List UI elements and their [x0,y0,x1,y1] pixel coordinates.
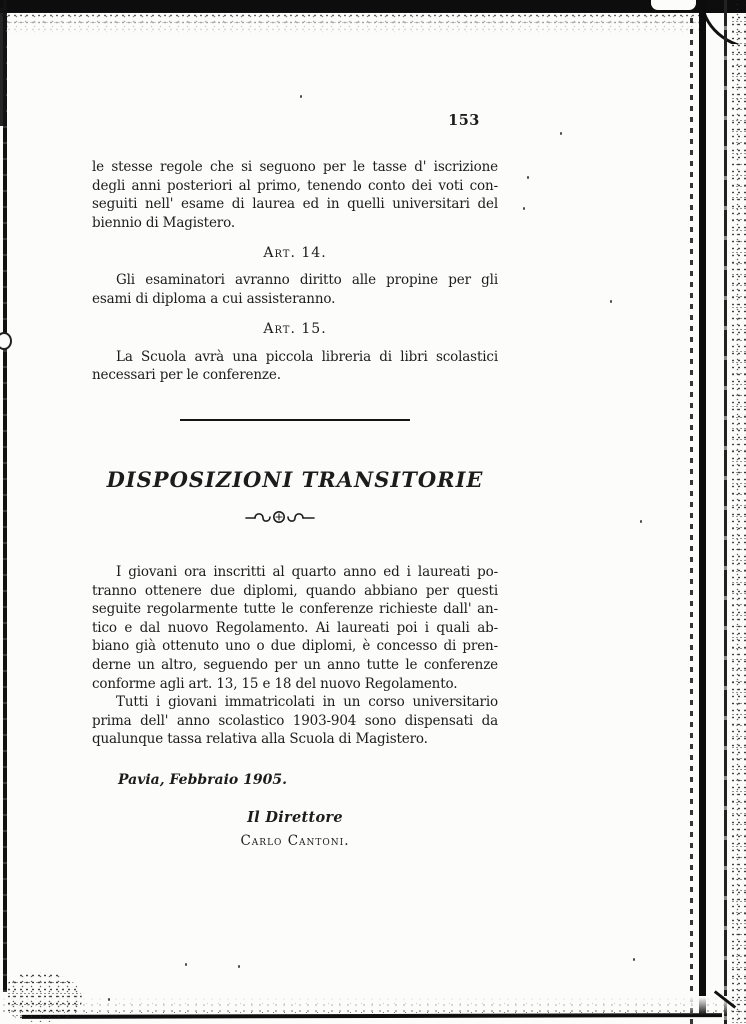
scan-artifact-left-edge-top [0,8,6,126]
text-line: biennio di Magistero. [92,214,235,231]
section-divider [180,419,410,421]
text-line: necessari per le conferenze. [92,367,281,384]
article-heading-14: Art. 14. [263,245,327,262]
scan-artifact-top-gap [651,0,696,10]
paragraph-continuation [92,158,498,232]
text-line: le stesse regole che si seguono per le tasse d' iscrizione [92,159,498,175]
scan-artifact-left-edge-line [3,0,7,992]
text-line: derne un altro, seguendo per un anno tutte le conferenze [92,656,498,673]
text-line: Gli esaminatori avranno diritto alle propine per gli [116,271,498,288]
scan-artifact-bottom-noise [0,996,732,1015]
scan-artifact-diagonal-mark [714,990,736,1008]
signature-name: Carlo Cantoni. [240,833,350,850]
section-title: DISPOSIZIONI TRANSITORIE [106,466,484,492]
paragraph-art15 [92,348,498,385]
scan-artifact-left-notch [0,332,12,350]
scan-artifact-top-noise [0,12,705,36]
text-line: esami di diploma a cui assisteranno. [92,290,336,307]
page-number: 153 [448,112,480,129]
scan-artifact-bottom-line [22,1013,722,1019]
ornament-flourish-icon [245,509,315,526]
signature-role: Il Direttore [247,808,343,826]
text-line: La Scuola avrà una piccola libreria di libri scolastici [116,348,498,365]
article-heading-15: Art. 15. [263,321,327,338]
dateline: Pavia, Febbraio 1905. [118,771,287,788]
text-line: tico e dal nuovo Regolamento. Ai laureati poi i quali ab- [92,619,498,636]
paragraph-transitorie-1 [92,563,498,693]
text-line: degli anni posteriori al primo, tenendo conto dei voti con- [92,177,498,194]
paragraph-art14 [92,271,498,308]
scan-artifact-page-curl [692,0,746,44]
text-line: biano già ottenuto uno o due diplomi, è concesso di pren- [92,638,498,655]
paragraph-transitorie-2 [92,693,498,749]
text-column [92,158,498,851]
text-line: seguiti nell' esame di laurea ed in quelli universitari del [92,196,498,213]
text-line: I giovani ora inscritti al quarto anno ed i laureati po- [116,564,498,580]
text-line: Tutti i giovani immatricolati in un corso universitario [116,694,498,711]
text-line: qualunque tassa relativa alla Scuola di Magistero. [92,731,428,748]
scan-artifact-right-thin-line [724,0,727,1024]
scan-artifact-bottom-left-cluster [6,972,82,1022]
scan-artifact-right-thick-line [699,0,706,1014]
text-line: seguite regolarmente tutte le conferenze richieste dall' an- [92,601,498,618]
text-line: tranno ottenere due diplomi, quando abbiano per questi [92,582,498,599]
scan-artifact-top-bar [0,0,746,13]
scan-artifact-right-speckle-line [690,18,693,1024]
text-line: conforme agli art. 13, 15 e 18 del nuovo Regolamento. [92,675,458,692]
text-line: prima dell' anno scolastico 1903-904 sono dispensati da [92,712,498,729]
scan-artifact-right-noise-band [730,0,746,1024]
